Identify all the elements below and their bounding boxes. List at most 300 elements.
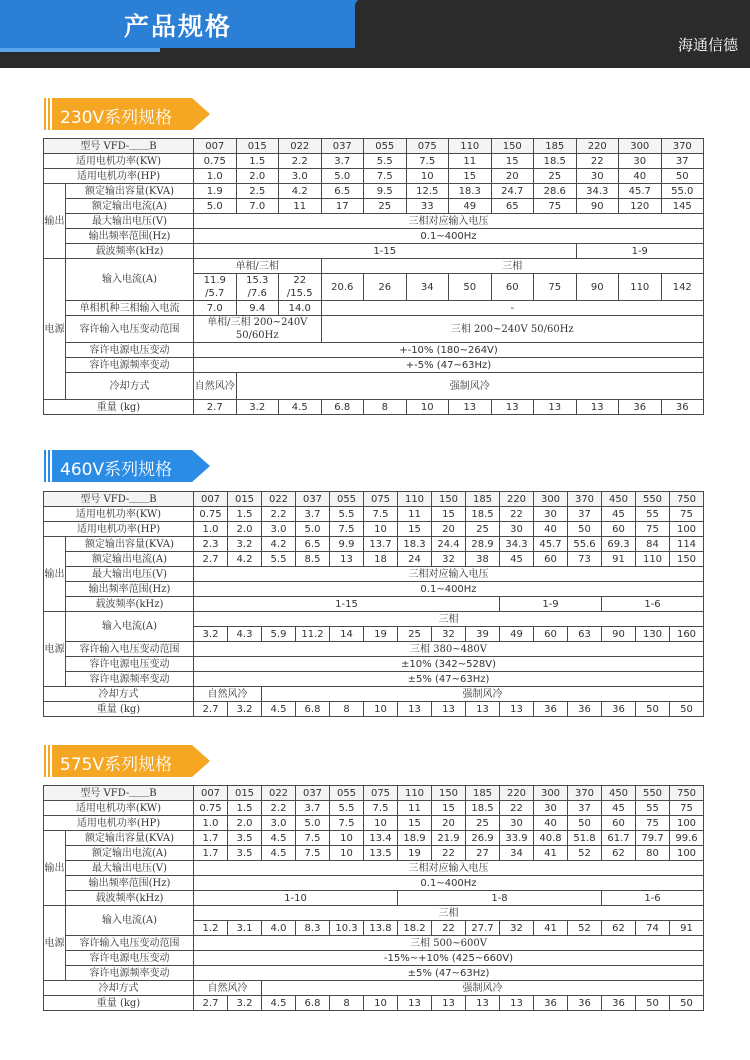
table-cell: 1-9 [576,244,704,259]
table-cell: 45.7 [534,537,568,552]
table-cell: 18.2 [398,921,432,936]
table-row [44,537,704,552]
table-cell: 37 [661,154,704,169]
row-label: 最大输出电压(V) [66,214,194,229]
table-cell: 三相 500~600V [194,936,704,951]
table-cell: 30 [619,154,662,169]
table-cell: 30 [500,816,534,831]
row-label: 适用电机功率(KW) [44,801,194,816]
table-cell: 4.5 [279,400,322,415]
table-cell: 1.0 [194,522,228,537]
table-row [44,981,704,996]
table-cell: 15 [449,169,492,184]
table-cell: 75 [534,199,577,214]
table-cell: 13 [330,552,364,567]
table-cell: 10 [330,831,364,846]
table-cell: 60 [602,522,636,537]
table-cell: 40 [619,169,662,184]
table-cell: 2.2 [279,154,322,169]
row-label: 最大输出电压(V) [66,567,194,582]
table-cell: 8.5 [296,552,330,567]
table-cell: 9.5 [364,184,407,199]
table-cell: 0.75 [194,801,228,816]
row-label: 最大输出电压(V) [66,861,194,876]
table-row [44,786,704,801]
table-cell: 7.0 [194,301,237,316]
table-cell: 5.0 [296,816,330,831]
table-cell: 7.5 [364,507,398,522]
spec-table-575v [43,785,704,1011]
row-label: 载波频率(kHz) [66,244,194,259]
table-cell: 1-10 [194,891,398,906]
table-cell: 110 [619,274,662,301]
table-cell: 90 [602,627,636,642]
table-cell: 110 [398,492,432,507]
table-cell: 40 [534,522,568,537]
row-label: 额定输出电流(A) [66,846,194,861]
table-cell: 强制风冷 [262,981,704,996]
table-cell: 2.7 [194,702,228,717]
table-cell: 1.0 [194,169,237,184]
table-cell: 0.75 [194,507,228,522]
table-cell: 4.0 [262,921,296,936]
table-cell: 075 [364,492,398,507]
table-cell: 300 [534,786,568,801]
table-cell: 28.9 [466,537,500,552]
table-cell: 145 [661,199,704,214]
table-cell: 55.6 [568,537,602,552]
table-cell: 1-8 [398,891,602,906]
table-cell: 150 [670,552,704,567]
row-label: 适用电机功率(HP) [44,522,194,537]
row-label: 适用电机功率(HP) [44,169,194,184]
table-cell: 73 [568,552,602,567]
table-cell: 79.7 [636,831,670,846]
table-cell: 3.5 [228,831,262,846]
table-cell: 22 [500,507,534,522]
table-cell: 24.7 [491,184,534,199]
table-cell: 3.7 [296,801,330,816]
table-row [44,507,704,522]
row-label: 适用电机功率(KW) [44,507,194,522]
table-cell: 22 [432,846,466,861]
row-label: 额定输出电流(A) [66,199,194,214]
table-row [44,229,704,244]
table-cell: 6.5 [296,537,330,552]
table-cell: 7.5 [330,816,364,831]
table-cell: 21.9 [432,831,466,846]
row-label: 输出频率范围(Hz) [66,229,194,244]
table-cell: +-10% (180~264V) [194,343,704,358]
table-row [44,966,704,981]
table-row [44,831,704,846]
table-cell: 75 [670,507,704,522]
spec-table-460v [43,491,704,717]
table-cell: 18.5 [466,507,500,522]
table-cell: 11 [279,199,322,214]
table-row [44,906,704,921]
table-cell: 18 [364,552,398,567]
table-row [44,169,704,184]
table-cell: 1.7 [194,846,228,861]
table-cell: 30 [576,169,619,184]
group-label-power: 电源 [44,906,66,981]
table-cell: 13 [398,702,432,717]
table-cell: 1.9 [194,184,237,199]
row-label: 适用电机功率(KW) [44,154,194,169]
table-row [44,214,704,229]
table-cell: 220 [500,786,534,801]
table-cell: 34 [500,846,534,861]
table-row [44,996,704,1011]
table-cell: 10 [364,816,398,831]
table-cell: 13 [432,702,466,717]
table-cell: 13 [500,996,534,1011]
table-row [44,846,704,861]
table-cell: 36 [602,996,636,1011]
table-cell: 24.4 [432,537,466,552]
table-cell: 13.8 [364,921,398,936]
table-row [44,259,704,274]
table-row [44,492,704,507]
table-row [44,567,704,582]
table-cell: 36 [568,702,602,717]
table-cell: 130 [636,627,670,642]
table-cell: 2.2 [262,507,296,522]
table-cell: 5.0 [296,522,330,537]
table-cell: 037 [296,492,330,507]
table-cell: 25 [466,816,500,831]
table-cell: 36 [619,400,662,415]
table-cell: 3.1 [228,921,262,936]
table-cell: 11 [398,507,432,522]
table-cell: 007 [194,786,228,801]
row-label: 适用电机功率(HP) [44,816,194,831]
table-cell: 6.8 [296,702,330,717]
table-cell: 022 [262,786,296,801]
row-label: 型号 VFD-＿＿B [44,786,194,801]
table-cell: 150 [491,139,534,154]
table-cell: 75 [670,801,704,816]
table-cell: 2.7 [194,552,228,567]
table-cell: 55 [636,507,670,522]
table-cell: 7.5 [296,831,330,846]
table-cell: 2.3 [194,537,228,552]
table-cell: 1-6 [602,891,704,906]
table-cell: 1-6 [602,597,704,612]
table-cell: 075 [406,139,449,154]
table-cell: 450 [602,492,636,507]
table-cell: 2.7 [194,400,237,415]
table-cell: 055 [364,139,407,154]
table-cell: 50 [568,816,602,831]
table-cell: 3.5 [228,846,262,861]
table-cell: 2.2 [262,801,296,816]
row-label: 型号 VFD-＿＿B [44,139,194,154]
table-cell: 13.4 [364,831,398,846]
table-cell: 5.5 [330,801,364,816]
row-label: 容许电源电压变动 [66,657,194,672]
table-cell: 037 [296,786,330,801]
table-cell: 0.1~400Hz [194,229,704,244]
table-cell: 7.5 [296,846,330,861]
table-cell: 13 [432,996,466,1011]
table-row [44,522,704,537]
table-cell: ±5% (47~63Hz) [194,966,704,981]
table-cell: 52 [568,846,602,861]
table-cell: 三相 [194,906,704,921]
table-cell: 15.3 /7.6 [236,274,279,301]
table-cell: 18.3 [398,537,432,552]
table-cell: 3.2 [194,627,228,642]
table-row [44,358,704,373]
table-cell: 50 [636,996,670,1011]
table-cell: 22 [500,801,534,816]
section-title-text: 230V系列规格 [60,108,173,128]
table-cell: 13 [491,400,534,415]
row-label: 输入电流(A) [66,906,194,936]
table-row [44,951,704,966]
table-cell: 69.3 [602,537,636,552]
table-cell: 022 [279,139,322,154]
table-cell: 1.5 [236,154,279,169]
table-cell: 120 [619,199,662,214]
table-cell: 5.5 [364,154,407,169]
table-cell: 三相 380~480V [194,642,704,657]
table-cell: 110 [449,139,492,154]
row-label: 额定输出容量(KVA) [66,831,194,846]
table-cell: 15 [432,507,466,522]
table-cell: 45.7 [619,184,662,199]
table-cell: 11.2 [296,627,330,642]
table-cell: 32 [432,552,466,567]
table-cell: 370 [568,786,602,801]
table-cell: 300 [534,492,568,507]
table-cell: 185 [466,786,500,801]
table-cell: 45 [602,507,636,522]
row-label: 型号 VFD-＿＿B [44,492,194,507]
table-cell: 三相对应输入电压 [194,214,704,229]
row-label: 冷却方式 [44,687,194,702]
row-label: 容许输入电压变动范围 [66,936,194,951]
table-cell: 40.8 [534,831,568,846]
row-label: 单相机种三相输入电流 [66,301,194,316]
table-cell: 750 [670,492,704,507]
table-cell: 8 [330,996,364,1011]
table-cell: 36 [534,996,568,1011]
row-label: 容许电源电压变动 [66,951,194,966]
table-cell: 14.0 [279,301,322,316]
table-cell: 1.2 [194,921,228,936]
table-cell: 300 [619,139,662,154]
section-title-text: 575V系列规格 [60,755,173,775]
table-cell: 9.4 [236,301,279,316]
table-row [44,801,704,816]
table-cell: 13 [500,702,534,717]
table-cell: 8 [330,702,364,717]
table-cell: 自然风冷 [194,981,262,996]
table-cell: 0.75 [194,154,237,169]
group-label-output: 输出 [44,831,66,906]
table-cell: 3.0 [279,169,322,184]
table-cell: 36 [661,400,704,415]
table-row [44,139,704,154]
table-row [44,552,704,567]
table-row [44,244,704,259]
table-cell: 4.5 [262,702,296,717]
table-cell: 24 [398,552,432,567]
table-cell: 110 [398,786,432,801]
table-cell: 20 [491,169,534,184]
table-cell: 4.5 [262,996,296,1011]
row-label: 额定输出容量(KVA) [66,537,194,552]
table-cell: 91 [670,921,704,936]
table-cell: 550 [636,786,670,801]
table-cell: 007 [194,139,237,154]
table-cell: 60 [602,816,636,831]
table-cell: 50 [636,702,670,717]
table-cell: 3.0 [262,816,296,831]
table-cell: 150 [432,786,466,801]
table-cell: 强制风冷 [236,373,704,400]
table-cell: 34.3 [576,184,619,199]
table-cell: 22 /15.5 [279,274,322,301]
table-cell: 28.6 [534,184,577,199]
table-cell: 30 [500,522,534,537]
table-cell: 75 [534,274,577,301]
table-cell: 3.7 [321,154,364,169]
table-cell: 10 [364,522,398,537]
section-title-text: 460V系列规格 [60,460,173,480]
table-cell: 11.9 /5.7 [194,274,237,301]
table-cell: 45 [602,801,636,816]
table-cell: 75 [636,816,670,831]
table-row [44,702,704,717]
table-cell: 11 [398,801,432,816]
table-cell: 3.2 [236,400,279,415]
table-cell: 0.1~400Hz [194,582,704,597]
table-cell: 6.8 [296,996,330,1011]
table-cell: 三相 [194,612,704,627]
table-cell: 41 [534,846,568,861]
table-cell: 18.9 [398,831,432,846]
table-cell: 18.3 [449,184,492,199]
table-cell: ±10% (342~528V) [194,657,704,672]
table-cell: 13.7 [364,537,398,552]
table-row [44,687,704,702]
brand-name: 海通信德 [677,36,738,54]
table-cell: 33.9 [500,831,534,846]
table-cell: 7.5 [330,522,364,537]
table-cell: 36 [568,996,602,1011]
table-cell: 34 [406,274,449,301]
table-cell: 10 [406,400,449,415]
table-cell: 10 [364,702,398,717]
table-row [44,343,704,358]
table-cell: 9.9 [330,537,364,552]
table-cell: 13 [398,996,432,1011]
table-cell: 50 [670,996,704,1011]
table-cell: 65 [491,199,534,214]
table-cell: 370 [661,139,704,154]
row-label: 容许电源电压变动 [66,343,194,358]
table-row [44,936,704,951]
table-cell: 4.2 [262,537,296,552]
table-cell: 80 [636,846,670,861]
table-cell: 3.7 [296,507,330,522]
table-cell: 1.5 [228,801,262,816]
table-cell: 037 [321,139,364,154]
table-cell: 41 [534,921,568,936]
table-cell: 10 [330,846,364,861]
table-cell: 三相 200~240V 50/60Hz [321,316,704,343]
row-label: 重量 (kg) [44,400,194,415]
table-cell: 2.5 [236,184,279,199]
table-cell: 3.2 [228,537,262,552]
table-cell: 015 [228,492,262,507]
table-cell: 15 [432,801,466,816]
table-cell: 30 [534,507,568,522]
table-cell: 三相 [321,259,704,274]
table-cell: 3.0 [262,522,296,537]
table-cell: 7.0 [236,199,279,214]
table-cell: 26.9 [466,831,500,846]
table-row [44,657,704,672]
row-label: 载波频率(kHz) [66,597,194,612]
table-cell: 5.0 [194,199,237,214]
page-title: 产品规格 [124,12,233,41]
table-row [44,184,704,199]
table-cell: 27 [466,846,500,861]
table-cell: 20 [432,816,466,831]
table-cell: 2.0 [228,522,262,537]
table-cell: 90 [576,199,619,214]
table-row [44,672,704,687]
table-cell: 055 [330,492,364,507]
table-row [44,891,704,906]
header-blue-slant [318,0,358,48]
row-label: 重量 (kg) [44,996,194,1011]
table-cell: 22 [576,154,619,169]
table-cell: 8 [364,400,407,415]
table-cell: 25 [364,199,407,214]
table-cell: 50 [670,702,704,717]
table-cell: 220 [576,139,619,154]
table-cell: 34.3 [500,537,534,552]
table-row [44,154,704,169]
table-cell: 100 [670,522,704,537]
table-cell: 1-15 [194,244,577,259]
table-row [44,876,704,891]
table-cell: 13 [449,400,492,415]
table-cell: 18.5 [466,801,500,816]
row-label: 冷却方式 [66,373,194,400]
table-cell: 32 [500,921,534,936]
table-cell: 4.2 [279,184,322,199]
table-cell: 4.5 [262,846,296,861]
table-row [44,861,704,876]
table-cell: 550 [636,492,670,507]
table-cell: 6.5 [321,184,364,199]
table-cell: 49 [500,627,534,642]
table-cell: 45 [500,552,534,567]
table-cell: 220 [500,492,534,507]
table-cell: 17 [321,199,364,214]
group-label-output: 输出 [44,537,66,612]
table-cell: 13.5 [364,846,398,861]
table-cell: 4.3 [228,627,262,642]
table-cell: 三相对应输入电压 [194,861,704,876]
